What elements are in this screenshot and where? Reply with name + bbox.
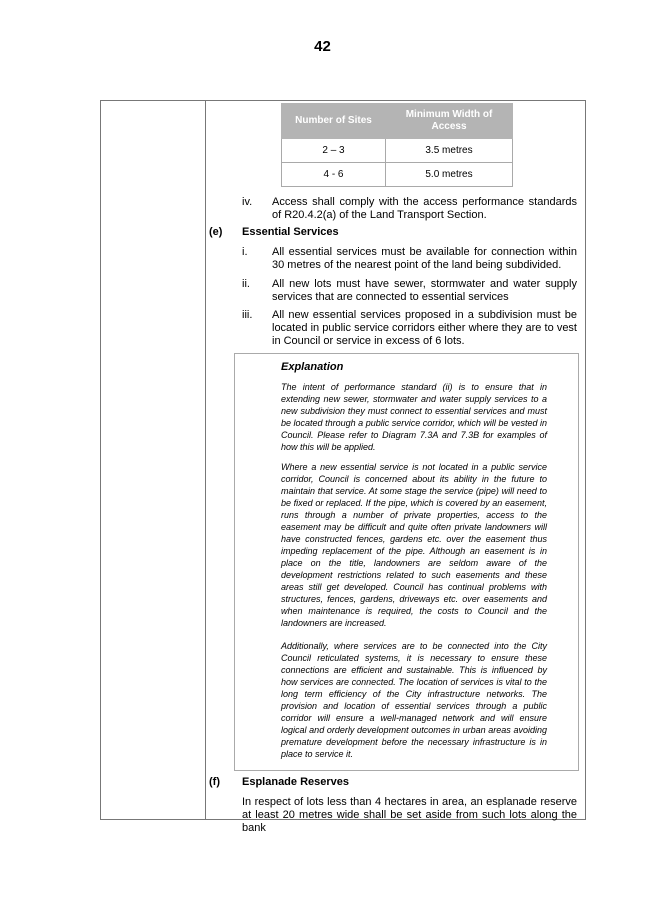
- content-frame: [100, 100, 586, 834]
- column-divider: [205, 101, 206, 819]
- explanation-box: [234, 353, 579, 771]
- section-label: (e): [209, 226, 223, 238]
- table-header: Number of Sites: [282, 104, 386, 139]
- list-numeral: ii.: [242, 278, 250, 290]
- table-row: [282, 139, 513, 163]
- explanation-paragraph: Additionally, where services are to be connected into the City Council reticulated systems, it is necessary to ensure these connections are efficient and sustainable. This is influenced by how services are connected. The location of services is vital to the long term efficiency of the City infrastructure networks. The provision and location of essential services through a public corridor will ensure a well-managed network and will ensure logical and orderly development outcomes in urban areas avoiding premature development before the necessary infrastructure is in place to service it.: [281, 641, 547, 759]
- table-cell: 2 – 3: [282, 139, 386, 163]
- list-item-text: Access shall comply with the access performance standards of R20.4.2(a) of the Land Transport Section.: [272, 196, 577, 221]
- list-item-text: All essential services must be available for connection within 30 metres of the nearest point of the land being subdivided.: [272, 246, 577, 271]
- section-title: Essential Services: [242, 226, 339, 238]
- access-width-table: [281, 103, 513, 187]
- list-numeral: i.: [242, 246, 248, 258]
- section-label: (f): [209, 776, 220, 788]
- table-cell: 4 - 6: [282, 163, 386, 187]
- table-header-row: [282, 104, 513, 139]
- table-cell: 3.5 metres: [386, 139, 513, 163]
- list-item-text: All new lots must have sewer, stormwater and water supply services that are connected to essential services: [272, 278, 577, 303]
- list-numeral: iii.: [242, 309, 253, 321]
- list-item-text: All new essential services proposed in a subdivision must be located in public service corridors either where they are to vest in Council or service in excess of 6 lots.: [272, 309, 577, 347]
- table-cell: 5.0 metres: [386, 163, 513, 187]
- section-title: Esplanade Reserves: [242, 776, 350, 788]
- list-numeral: iv.: [242, 196, 253, 208]
- explanation-paragraph: The intent of performance standard (ii) is to ensure that in extending new sewer, stormwater and water supply services to a new subdivision they must connect to essential services and must be located through a public service corridor, which will be vested in Council. Please refer to Diagram 7.3A and 7.3B for examples of how this will be applied.: [281, 382, 547, 452]
- table-header: Minimum Width of Access: [386, 104, 513, 139]
- table-row: [282, 163, 513, 187]
- explanation-title: Explanation: [281, 361, 344, 373]
- section-body-text: In respect of lots less than 4 hectares in area, an esplanade reserve at least 20 metres wide shall be set aside from such lots along the bank: [242, 796, 577, 834]
- explanation-paragraph: Where a new essential service is not located in a public service corridor, Council is concerned about its ability in the future to maintain that service. At some stage the service (pipe) will need to be fixed or replaced. If the pipe, which is covered by an easement, runs through a number of private properties, access to the easement may be difficult and quite often private landowners will have constructed fences, gardens etc. over the easement thus impeding replacement of the pipe. Although an easement is in place on the title, landowners are seldom aware of the development restrictions related to such easements and these areas still get developed. Council has continual problems with structures, fences, gardens, driveways etc. over easements and when maintenance is required, the costs to Council and the landowners are increased.: [281, 462, 547, 628]
- page-number: 42: [314, 38, 331, 55]
